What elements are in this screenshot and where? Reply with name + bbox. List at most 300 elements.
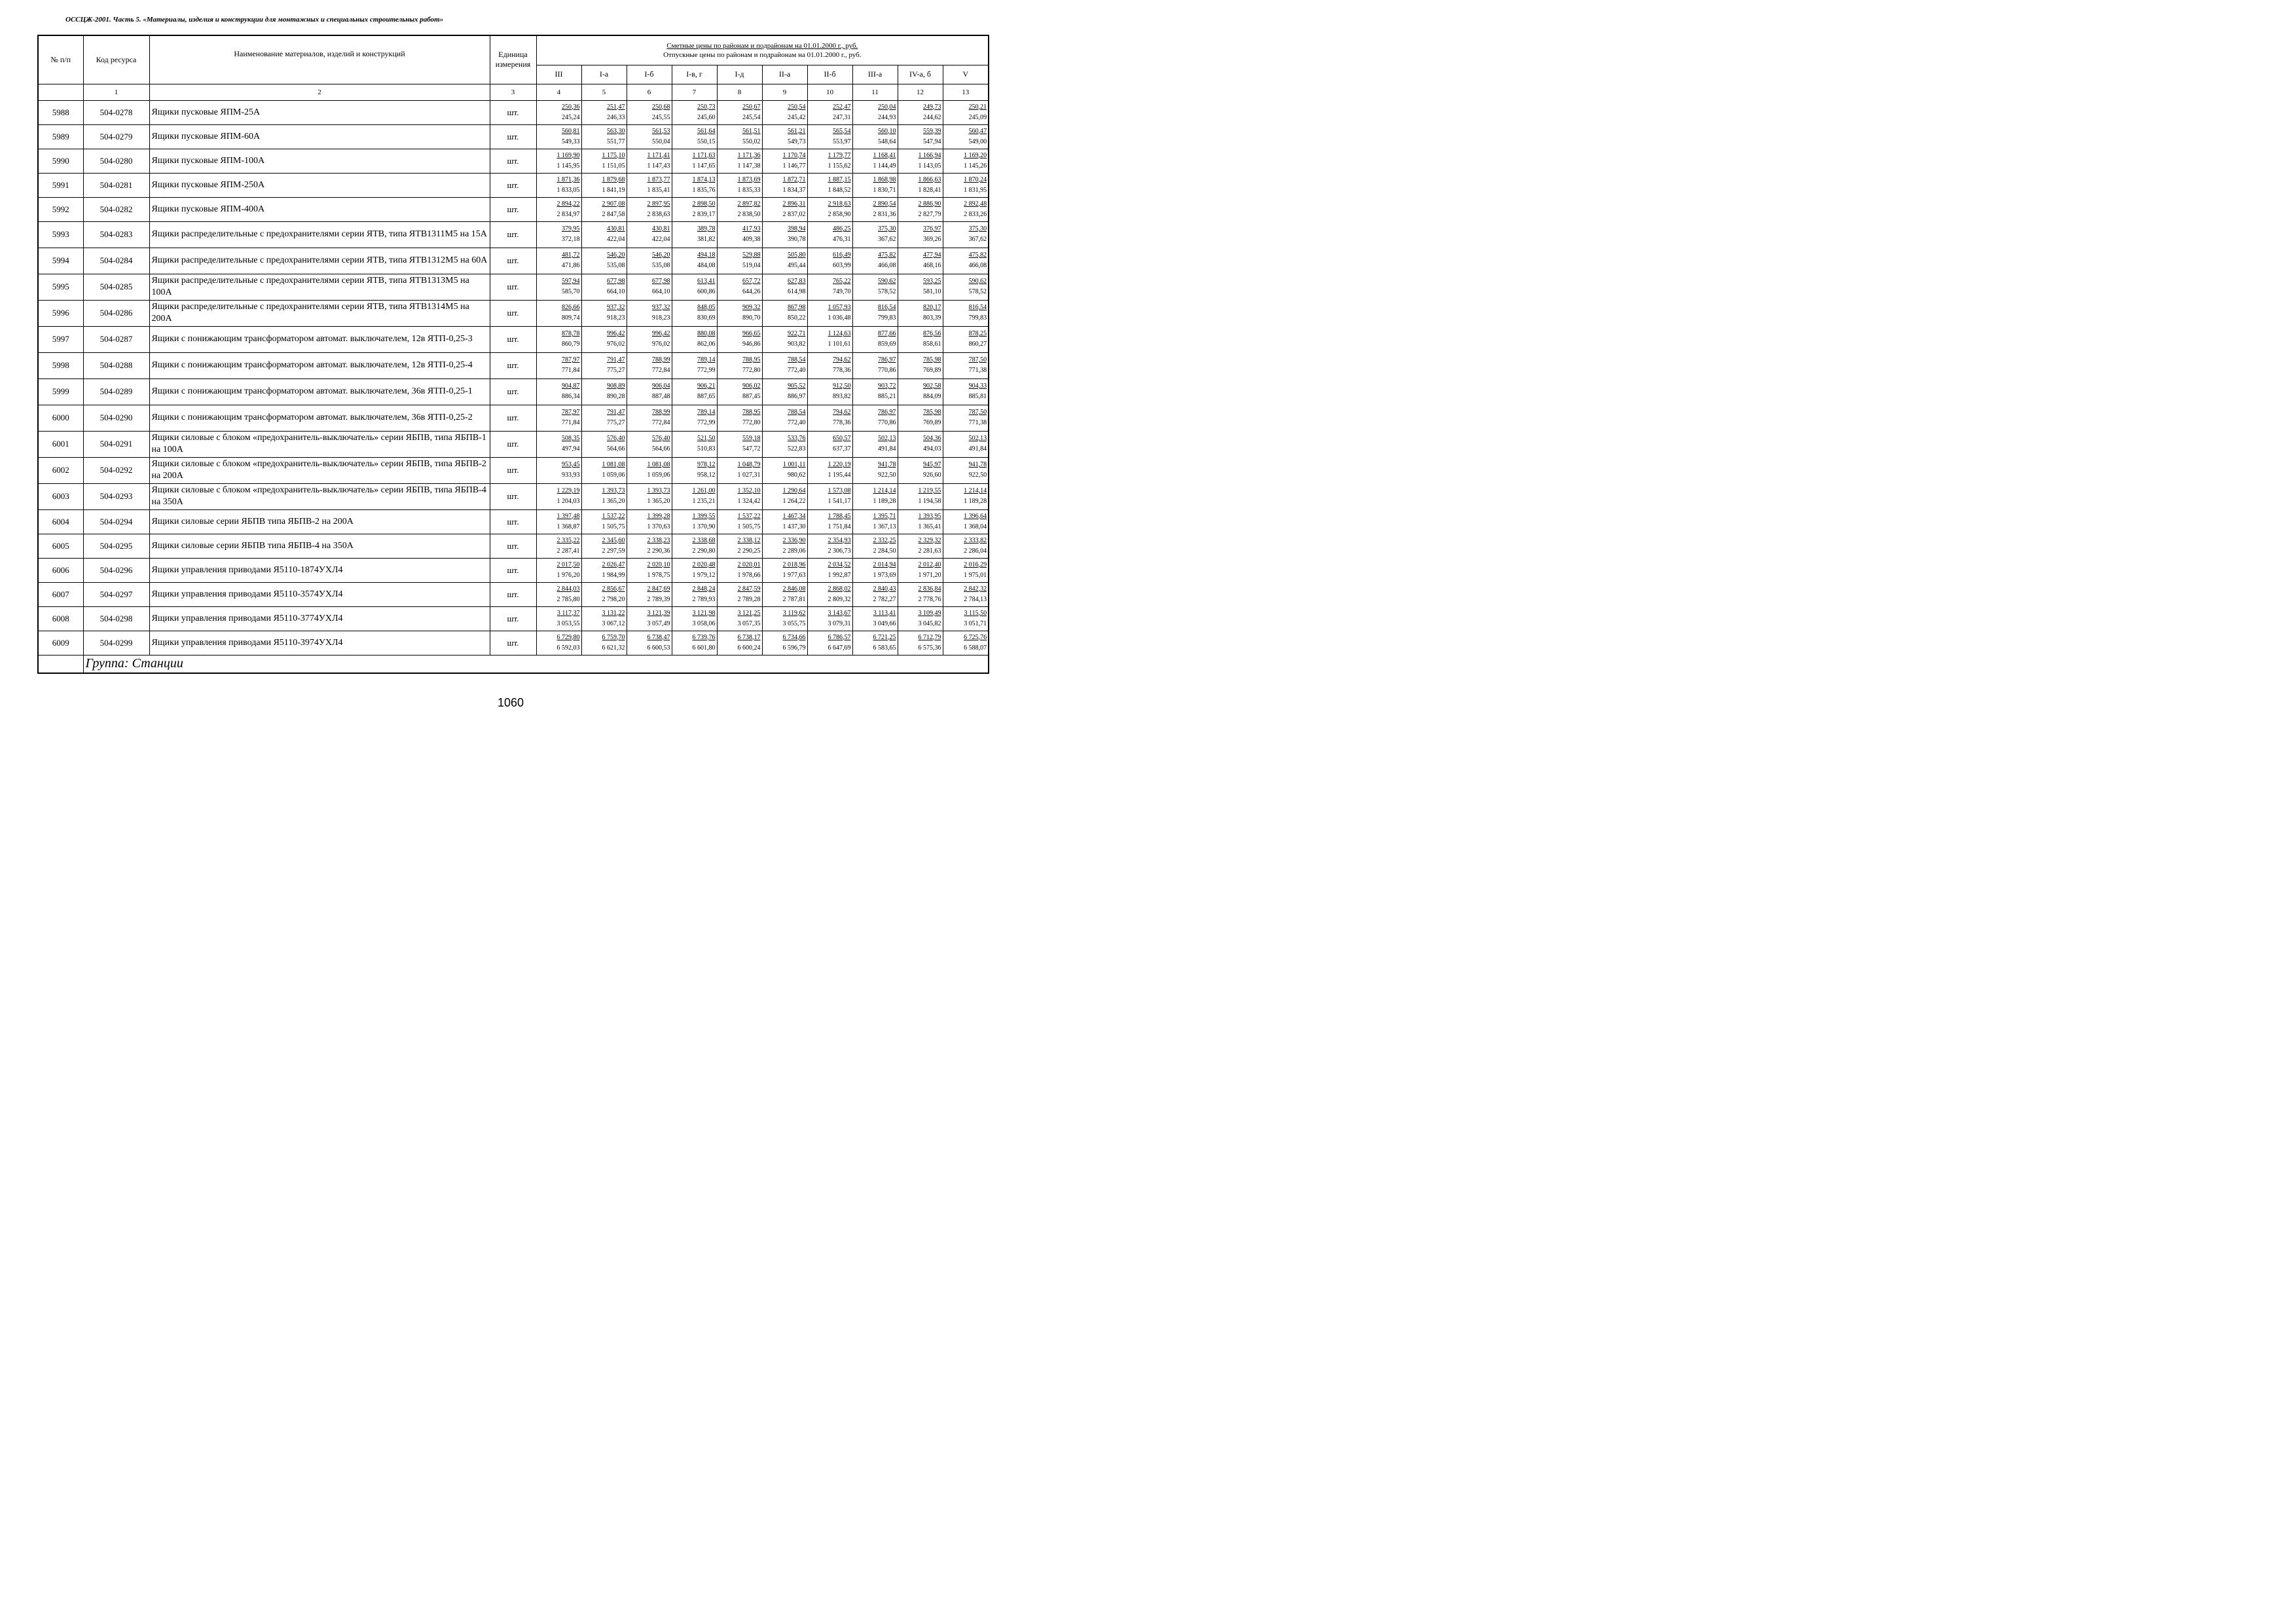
prices-header-estimate: Сметные цены по районам и подрайонам на 01.01.2000 г., руб. xyxy=(666,41,858,50)
release-price: 1 833,05 xyxy=(556,186,580,194)
estimate-price: 677,98 xyxy=(652,278,670,285)
release-price: 484,08 xyxy=(697,262,716,269)
row-number: 5993 xyxy=(38,221,83,248)
release-price: 3 058,06 xyxy=(692,619,716,627)
estimate-price: 6 738,17 xyxy=(737,633,761,641)
price-cell xyxy=(898,457,943,483)
release-price: 367,62 xyxy=(968,236,987,243)
release-price: 6 592,03 xyxy=(556,644,580,652)
release-price: 886,97 xyxy=(788,393,806,400)
release-price: 6 647,69 xyxy=(828,644,851,652)
row-number: 6006 xyxy=(38,558,83,582)
release-price: 799,83 xyxy=(968,314,987,322)
release-price: 769,89 xyxy=(923,419,941,426)
price-cell xyxy=(852,352,898,378)
price-cell xyxy=(672,457,717,483)
price-cell xyxy=(627,631,672,655)
release-price: 772,40 xyxy=(788,367,806,374)
resource-code: 504-0282 xyxy=(83,197,149,221)
release-price: 3 055,75 xyxy=(782,619,806,627)
release-price: 2 782,27 xyxy=(873,595,896,603)
item-name: Ящики с понижающим трансформатором автомат. выключателем, 12в ЯТП-0,25-4 xyxy=(149,352,490,378)
price-cell xyxy=(852,558,898,582)
price-cell xyxy=(536,221,581,248)
release-price: 422,04 xyxy=(652,236,670,243)
table-row xyxy=(38,326,989,352)
release-price: 2 286,04 xyxy=(964,547,987,555)
estimate-price: 1 397,48 xyxy=(556,512,580,520)
price-cell xyxy=(672,100,717,124)
estimate-price: 1 874,13 xyxy=(692,175,716,183)
unit-cell: шт. xyxy=(490,582,536,606)
release-price: 918,23 xyxy=(607,314,625,322)
estimate-price: 417,93 xyxy=(742,225,761,232)
estimate-price: 785,98 xyxy=(923,356,941,363)
price-cell xyxy=(762,405,807,431)
estimate-price: 2 897,95 xyxy=(647,200,670,208)
row-number: 5996 xyxy=(38,300,83,326)
column-number: 7 xyxy=(672,84,717,100)
release-price: 246,33 xyxy=(607,113,625,121)
estimate-price: 3 121,98 xyxy=(692,609,716,617)
row-number: 6000 xyxy=(38,405,83,431)
region-header: II-а xyxy=(762,65,807,84)
estimate-price: 909,32 xyxy=(742,304,761,311)
estimate-price: 1 393,73 xyxy=(602,487,625,494)
estimate-price: 922,71 xyxy=(788,330,806,337)
estimate-price: 6 729,80 xyxy=(556,633,580,641)
price-cell xyxy=(672,124,717,149)
item-name: Ящики силовые серии ЯБПВ типа ЯБПВ-2 на 200А xyxy=(149,509,490,534)
estimate-price: 996,42 xyxy=(607,330,625,337)
estimate-price: 627,83 xyxy=(788,278,806,285)
estimate-price: 902,58 xyxy=(923,382,941,390)
estimate-price: 559,39 xyxy=(923,127,941,135)
estimate-price: 521,50 xyxy=(697,435,716,442)
estimate-price: 1 170,74 xyxy=(782,151,806,159)
release-price: 3 051,71 xyxy=(964,619,987,627)
price-cell xyxy=(536,149,581,173)
item-name: Ящики с понижающим трансформатором автомат. выключателем, 36в ЯТП-0,25-1 xyxy=(149,378,490,405)
estimate-price: 906,04 xyxy=(652,382,670,390)
region-header: IV-а, б xyxy=(898,65,943,84)
release-price: 2 858,90 xyxy=(828,210,851,218)
price-cell xyxy=(762,274,807,300)
estimate-price: 1 171,36 xyxy=(737,151,761,159)
estimate-price: 978,12 xyxy=(697,461,716,468)
price-cell xyxy=(672,221,717,248)
release-price: 1 368,04 xyxy=(964,523,987,530)
estimate-price: 250,67 xyxy=(742,103,761,111)
price-cell xyxy=(852,431,898,457)
price-cell xyxy=(717,509,762,534)
price-cell xyxy=(581,378,627,405)
release-price: 549,33 xyxy=(562,138,580,145)
estimate-price: 765,22 xyxy=(833,278,851,285)
release-price: 422,04 xyxy=(607,236,625,243)
price-cell xyxy=(898,197,943,221)
estimate-price: 1 537,22 xyxy=(602,512,625,520)
unit-cell: шт. xyxy=(490,631,536,655)
release-price: 550,15 xyxy=(697,138,716,145)
estimate-price: 3 121,25 xyxy=(737,609,761,617)
estimate-price: 1 393,73 xyxy=(647,487,670,494)
release-price: 637,37 xyxy=(833,445,851,452)
resource-code: 504-0279 xyxy=(83,124,149,149)
resource-code: 504-0284 xyxy=(83,248,149,274)
price-cell xyxy=(627,457,672,483)
estimate-price: 560,47 xyxy=(968,127,987,135)
estimate-price: 1 166,94 xyxy=(918,151,941,159)
estimate-price: 2 842,32 xyxy=(964,585,987,593)
table-row xyxy=(38,352,989,378)
column-number: 5 xyxy=(581,84,627,100)
estimate-price: 375,30 xyxy=(878,225,896,232)
group-label: Группа: Станции xyxy=(83,655,989,673)
price-cell xyxy=(672,149,717,173)
release-price: 495,44 xyxy=(788,262,806,269)
release-price: 770,86 xyxy=(878,419,896,426)
price-cell xyxy=(672,378,717,405)
estimate-price: 848,05 xyxy=(697,304,716,311)
release-price: 976,02 xyxy=(652,341,670,348)
release-price: 367,62 xyxy=(878,236,896,243)
price-cell xyxy=(536,124,581,149)
release-price: 1 143,05 xyxy=(918,162,941,170)
price-cell xyxy=(762,534,807,558)
release-price: 1 848,52 xyxy=(828,186,851,194)
release-price: 3 067,12 xyxy=(602,619,625,627)
release-price: 600,86 xyxy=(697,288,716,295)
release-price: 887,45 xyxy=(742,393,761,400)
release-price: 2 838,50 xyxy=(737,210,761,218)
region-header: I-а xyxy=(581,65,627,84)
estimate-price: 794,62 xyxy=(833,356,851,363)
release-price: 491,84 xyxy=(878,445,896,452)
estimate-price: 590,62 xyxy=(968,278,987,285)
table-row xyxy=(38,378,989,405)
price-cell xyxy=(898,124,943,149)
estimate-price: 3 121,39 xyxy=(647,609,670,617)
price-cell xyxy=(717,483,762,509)
estimate-price: 788,99 xyxy=(652,409,670,416)
table-row xyxy=(38,457,989,483)
estimate-price: 1 393,95 xyxy=(918,512,941,520)
price-cell xyxy=(717,582,762,606)
price-cell xyxy=(762,248,807,274)
release-price: 1 835,33 xyxy=(737,186,761,194)
estimate-price: 996,42 xyxy=(652,330,670,337)
estimate-price: 2 026,47 xyxy=(602,561,625,568)
release-price: 858,61 xyxy=(923,341,941,348)
release-price: 2 789,39 xyxy=(647,595,670,603)
price-cell xyxy=(536,582,581,606)
release-price: 2 831,36 xyxy=(873,210,896,218)
release-price: 664,10 xyxy=(607,288,625,295)
release-price: 644,26 xyxy=(742,288,761,295)
release-price: 519,04 xyxy=(742,262,761,269)
release-price: 1 978,66 xyxy=(737,571,761,579)
release-price: 859,69 xyxy=(878,341,896,348)
region-header: I-в, г xyxy=(672,65,717,84)
estimate-price: 1 788,45 xyxy=(828,512,851,520)
price-cell xyxy=(672,352,717,378)
price-cell xyxy=(898,274,943,300)
release-price: 2 827,79 xyxy=(918,210,941,218)
estimate-price: 6 759,70 xyxy=(602,633,625,641)
estimate-price: 791,47 xyxy=(607,356,625,363)
estimate-price: 6 786,57 xyxy=(828,633,851,641)
release-price: 2 789,28 xyxy=(737,595,761,603)
release-price: 2 834,97 xyxy=(556,210,580,218)
price-cell xyxy=(807,197,852,221)
estimate-price: 1 169,90 xyxy=(556,151,580,159)
release-price: 2 847,58 xyxy=(602,210,625,218)
price-cell xyxy=(762,431,807,457)
price-cell xyxy=(581,221,627,248)
release-price: 1 145,95 xyxy=(556,162,580,170)
price-cell xyxy=(672,606,717,631)
price-cell xyxy=(898,558,943,582)
col-name-header: Наименование материалов, изделий и конструкций xyxy=(149,35,490,84)
estimate-price: 2 896,31 xyxy=(782,200,806,208)
estimate-price: 251,47 xyxy=(607,103,625,111)
price-cell xyxy=(898,173,943,197)
release-price: 778,36 xyxy=(833,419,851,426)
release-price: 2 289,06 xyxy=(782,547,806,555)
price-cell xyxy=(898,300,943,326)
unit-cell: шт. xyxy=(490,457,536,483)
estimate-price: 3 113,41 xyxy=(873,609,896,617)
price-cell xyxy=(943,173,989,197)
price-cell xyxy=(898,509,943,534)
estimate-price: 1 399,55 xyxy=(692,512,716,520)
prices-header xyxy=(536,35,989,65)
price-cell xyxy=(581,405,627,431)
estimate-price: 878,25 xyxy=(968,330,987,337)
price-cell xyxy=(717,274,762,300)
estimate-price: 1 001,11 xyxy=(782,461,806,468)
release-price: 1 195,44 xyxy=(828,471,851,479)
release-price: 585,70 xyxy=(562,288,580,295)
estimate-price: 561,64 xyxy=(697,127,716,135)
release-price: 887,65 xyxy=(697,393,716,400)
estimate-price: 1 169,20 xyxy=(964,151,987,159)
release-price: 550,04 xyxy=(652,138,670,145)
estimate-price: 508,35 xyxy=(562,435,580,442)
price-cell xyxy=(672,431,717,457)
release-price: 6 596,79 xyxy=(782,644,806,652)
estimate-price: 941,78 xyxy=(878,461,896,468)
row-number: 5995 xyxy=(38,274,83,300)
release-price: 581,10 xyxy=(923,288,941,295)
release-price: 769,89 xyxy=(923,367,941,374)
price-cell xyxy=(898,100,943,124)
estimate-price: 788,54 xyxy=(788,409,806,416)
price-cell xyxy=(627,405,672,431)
price-cell xyxy=(536,534,581,558)
estimate-price: 3 115,50 xyxy=(964,609,987,617)
estimate-price: 616,49 xyxy=(833,251,851,259)
price-cell xyxy=(898,248,943,274)
release-price: 980,62 xyxy=(788,471,806,479)
resource-code: 504-0283 xyxy=(83,221,149,248)
release-price: 771,84 xyxy=(562,419,580,426)
estimate-price: 1 868,98 xyxy=(873,175,896,183)
release-price: 1 036,48 xyxy=(828,314,851,322)
row-number: 6009 xyxy=(38,631,83,655)
price-cell xyxy=(581,300,627,326)
estimate-price: 250,36 xyxy=(562,103,580,111)
estimate-price: 791,47 xyxy=(607,409,625,416)
estimate-price: 560,81 xyxy=(562,127,580,135)
release-price: 2 784,13 xyxy=(964,595,987,603)
release-price: 664,10 xyxy=(652,288,670,295)
estimate-price: 1 214,14 xyxy=(873,487,896,494)
estimate-price: 2 868,02 xyxy=(828,585,851,593)
estimate-price: 788,99 xyxy=(652,356,670,363)
estimate-price: 375,30 xyxy=(968,225,987,232)
item-name: Ящики управления приводами Я5110-3574УХЛ4 xyxy=(149,582,490,606)
release-price: 549,00 xyxy=(968,138,987,145)
estimate-price: 2 332,25 xyxy=(873,536,896,544)
price-cell xyxy=(627,431,672,457)
release-price: 6 575,36 xyxy=(918,644,941,652)
item-name: Ящики силовые с блоком «предохранитель-выключатель» серии ЯБПВ, типа ЯБПВ-4 на 350А xyxy=(149,483,490,509)
release-price: 1 976,20 xyxy=(556,571,580,579)
price-cell xyxy=(762,509,807,534)
row-number: 6002 xyxy=(38,457,83,483)
release-price: 564,66 xyxy=(607,445,625,452)
price-cell xyxy=(717,300,762,326)
resource-code: 504-0296 xyxy=(83,558,149,582)
estimate-price: 1 179,77 xyxy=(828,151,851,159)
release-price: 245,42 xyxy=(788,113,806,121)
item-name: Ящики пусковые ЯПМ-400А xyxy=(149,197,490,221)
estimate-price: 565,54 xyxy=(833,127,851,135)
estimate-price: 787,97 xyxy=(562,356,580,363)
col-npp-header: № п/п xyxy=(38,35,83,84)
price-cell xyxy=(898,606,943,631)
estimate-price: 2 847,59 xyxy=(737,585,761,593)
estimate-price: 650,57 xyxy=(833,435,851,442)
price-cell xyxy=(627,352,672,378)
release-price: 1 189,28 xyxy=(964,498,987,505)
unit-cell: шт. xyxy=(490,431,536,457)
estimate-price: 2 844,03 xyxy=(556,585,580,593)
release-price: 6 601,80 xyxy=(692,644,716,652)
release-price: 918,23 xyxy=(652,314,670,322)
estimate-price: 6 738,47 xyxy=(647,633,670,641)
item-name: Ящики силовые с блоком «предохранитель-выключатель» серии ЯБПВ, типа ЯБПВ-2 на 200А xyxy=(149,457,490,483)
release-price: 1 147,43 xyxy=(647,162,670,170)
column-number: 12 xyxy=(898,84,943,100)
release-price: 772,40 xyxy=(788,419,806,426)
estimate-price: 3 143,67 xyxy=(828,609,851,617)
release-price: 1 144,49 xyxy=(873,162,896,170)
resource-code: 504-0287 xyxy=(83,326,149,352)
price-cell xyxy=(536,197,581,221)
price-cell xyxy=(717,431,762,457)
resource-code: 504-0289 xyxy=(83,378,149,405)
price-cell xyxy=(672,558,717,582)
price-cell xyxy=(807,606,852,631)
release-price: 245,60 xyxy=(697,113,716,121)
estimate-price: 2 846,08 xyxy=(782,585,806,593)
row-number: 5989 xyxy=(38,124,83,149)
price-cell xyxy=(807,582,852,606)
estimate-price: 2 018,96 xyxy=(782,561,806,568)
price-cell xyxy=(943,509,989,534)
unit-cell: шт. xyxy=(490,221,536,248)
price-cell xyxy=(581,100,627,124)
estimate-price: 2 335,22 xyxy=(556,536,580,544)
price-cell xyxy=(943,606,989,631)
price-cell xyxy=(536,431,581,457)
estimate-price: 2 886,90 xyxy=(918,200,941,208)
release-price: 2 798,20 xyxy=(602,595,625,603)
estimate-price: 904,87 xyxy=(562,382,580,390)
price-cell xyxy=(762,124,807,149)
price-cell xyxy=(762,582,807,606)
price-cell xyxy=(717,534,762,558)
estimate-price: 2 020,10 xyxy=(647,561,670,568)
price-cell xyxy=(627,100,672,124)
release-price: 614,98 xyxy=(788,288,806,295)
price-cell xyxy=(943,248,989,274)
release-price: 6 600,24 xyxy=(737,644,761,652)
estimate-price: 1 887,15 xyxy=(828,175,851,183)
item-name: Ящики силовые серии ЯБПВ типа ЯБПВ-4 на 350А xyxy=(149,534,490,558)
estimate-price: 1 171,41 xyxy=(647,151,670,159)
item-name: Ящики распределительные с предохранителями серии ЯТВ, типа ЯТВ1312М5 на 60А xyxy=(149,248,490,274)
resource-code: 504-0291 xyxy=(83,431,149,457)
resource-code: 504-0297 xyxy=(83,582,149,606)
unit-cell: шт. xyxy=(490,534,536,558)
estimate-price: 1 214,14 xyxy=(964,487,987,494)
price-cell xyxy=(717,378,762,405)
estimate-price: 1 081,08 xyxy=(647,461,670,468)
estimate-price: 1 873,69 xyxy=(737,175,761,183)
release-price: 1 979,12 xyxy=(692,571,716,579)
price-cell xyxy=(581,248,627,274)
resource-code: 504-0286 xyxy=(83,300,149,326)
release-price: 771,84 xyxy=(562,367,580,374)
release-price: 1 971,20 xyxy=(918,571,941,579)
resource-code: 504-0298 xyxy=(83,606,149,631)
release-price: 2 297,59 xyxy=(602,547,625,555)
estimate-price: 1 872,71 xyxy=(782,175,806,183)
release-price: 3 079,31 xyxy=(828,619,851,627)
price-cell xyxy=(943,558,989,582)
row-number: 6004 xyxy=(38,509,83,534)
resource-code: 504-0281 xyxy=(83,173,149,197)
item-name: Ящики пусковые ЯПМ-60А xyxy=(149,124,490,149)
release-price: 245,55 xyxy=(652,113,670,121)
table-row xyxy=(38,631,989,655)
release-price: 603,99 xyxy=(833,262,851,269)
estimate-price: 475,82 xyxy=(878,251,896,259)
release-price: 885,81 xyxy=(968,393,987,400)
release-price: 884,09 xyxy=(923,393,941,400)
column-number: 1 xyxy=(83,84,149,100)
item-name: Ящики силовые с блоком «предохранитель-выключатель» серии ЯБПВ, типа ЯБПВ-1 на 100А xyxy=(149,431,490,457)
price-cell xyxy=(717,405,762,431)
estimate-price: 250,21 xyxy=(968,103,987,111)
release-price: 548,64 xyxy=(878,138,896,145)
resource-code: 504-0285 xyxy=(83,274,149,300)
estimate-price: 1 866,63 xyxy=(918,175,941,183)
